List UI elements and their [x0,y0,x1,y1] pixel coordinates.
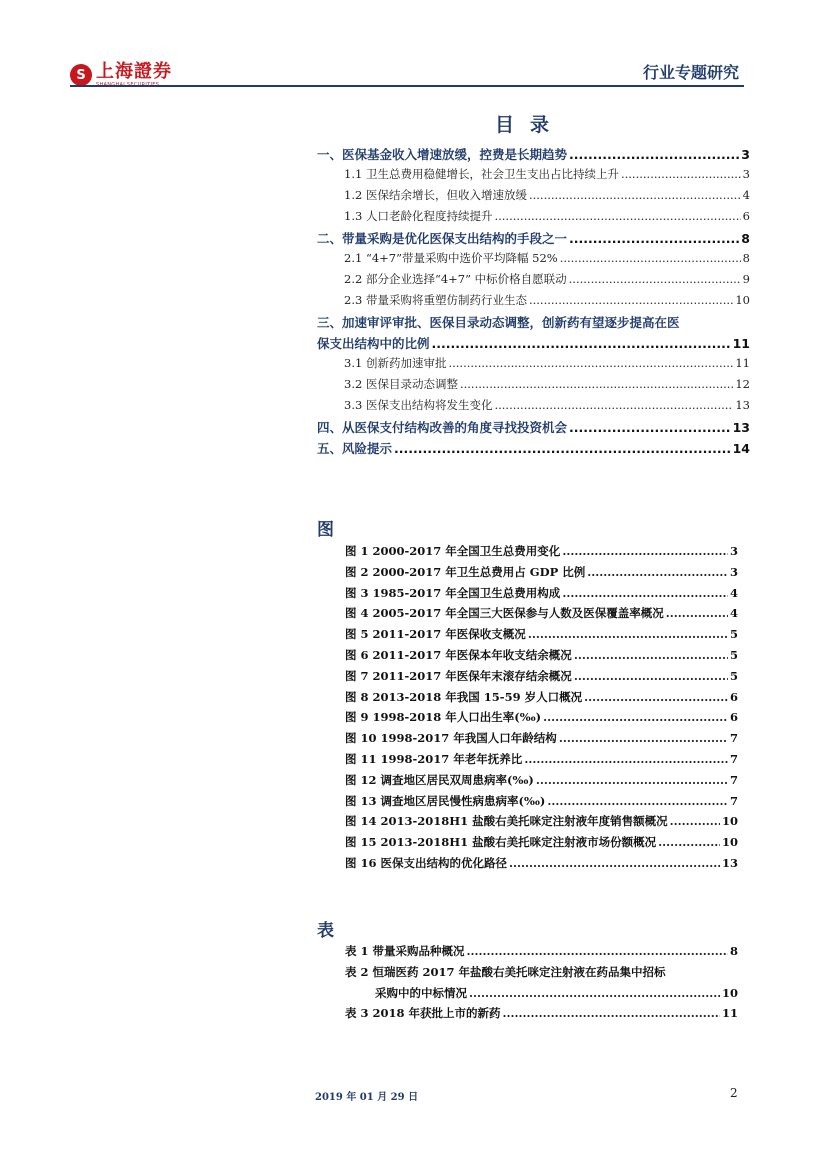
leader-dots [574,648,728,662]
toc-entry[interactable] [317,439,750,460]
toc-entry-label: 2.2 部分企业选择“4+7” 中标价格自愿联动 [344,272,567,286]
toc-entry[interactable] [317,271,750,292]
leader-dots [569,231,739,246]
toc-entry[interactable] [317,313,750,334]
figures-heading: 图 [317,520,334,540]
toc-entry-page: 11 [732,336,750,351]
table-list [345,943,738,1026]
figure-entry-label: 图 2 2000-2017 年卫生总费用占 GDP 比例 [345,564,586,579]
figure-entry-label: 图 1 2000-2017 年全国卫生总费用变化 [345,544,561,558]
leader-dots [562,544,728,558]
figure-entry-page: 10 [721,835,738,850]
table-entry-page: 8 [729,944,738,958]
toc-entry-label: 三、加速审评审批、医保目录动态调整，创新药有望逐步提高在医 [317,315,680,330]
figure-entry[interactable] [345,564,738,585]
toc-entry-page: 9 [742,272,750,286]
leader-dots [543,710,728,724]
report-type-title: 行业专题研究 [642,63,739,82]
toc-entry[interactable] [317,250,750,271]
leader-dots [569,272,741,286]
leader-dots [394,441,731,456]
figure-entry[interactable] [345,626,738,647]
leader-dots [529,293,733,307]
toc-entry[interactable] [317,187,750,208]
leader-dots [469,986,720,1000]
toc-entry-page: 13 [735,398,750,412]
figure-entry[interactable] [345,834,738,855]
leader-dots [666,606,728,620]
leader-dots [528,627,728,641]
figure-entry[interactable] [345,772,738,793]
toc-entry-label: 2.1 “4+7”带量采购中选价平均降幅 52% [344,251,558,265]
figure-entry-page: 3 [729,564,738,579]
figure-entry-page: 4 [729,585,738,600]
toc-entry-label: 一、医保基金收入增速放缓，控费是长期趋势 [317,147,568,162]
figure-entry-label: 图 15 2013-2018H1 盐酸右美托咪定注射液市场份额概况 [345,835,657,850]
figure-entry-page: 5 [729,627,738,642]
figure-entry-label: 图 9 1998-2018 年人口出生率(‰) [345,710,542,725]
figure-entry-page: 4 [729,606,738,621]
leader-dots [587,565,728,579]
figure-entry-page: 13 [721,855,738,870]
report-date: 2019 年 01 月 29 日 [315,1092,419,1103]
leader-dots [569,420,731,435]
figure-entry-label: 图 14 2013-2018H1 盐酸右美托咪定注射液年度销售额概况 [345,814,668,829]
tables-heading: 表 [317,921,334,941]
toc-entry-page: 13 [732,420,750,435]
toc-entry[interactable] [317,418,750,439]
figure-entry-page: 7 [729,772,738,787]
figure-entry-label: 图 8 2013-2018 年我国 15-59 岁人口概况 [345,689,583,704]
figure-entry-label: 图 11 1998-2017 年老年抚养比 [345,751,523,766]
leader-dots [524,752,728,766]
header-divider [70,85,744,87]
toc-entry-label: 二、带量采购是优化医保支出结构的手段之一 [317,231,568,246]
figure-entry-page: 7 [729,731,738,746]
toc-entry-page: 4 [742,188,750,202]
figure-entry[interactable] [345,709,738,730]
table-entry[interactable] [345,964,738,985]
figure-list [345,543,738,876]
toc-entry-page: 8 [742,251,750,265]
leader-dots [621,167,741,181]
figure-entry-label: 图 16 医保支出结构的优化路径 [345,855,508,870]
table-entry-label: 表 2 恒瑞医药 2017 年盐酸右美托咪定注射液在药品集中招标 [345,964,666,979]
table-entry-label: 表 3 2018 年获批上市的新药 [345,1006,501,1021]
table-entry-label: 采购中的中标情况 [375,985,467,1000]
table-entry[interactable] [345,943,738,964]
toc-entry[interactable] [317,208,750,229]
leader-dots [562,586,728,600]
figure-entry-page: 10 [721,814,738,829]
toc-entry-label: 3.1 创新药加速审批 [344,356,447,370]
leader-dots [560,251,741,265]
table-entry-page: 10 [721,985,738,1000]
toc-entry-page: 12 [735,377,750,391]
table-entry-label: 表 1 带量采购品种概况 [345,944,465,958]
figure-entry[interactable] [345,793,738,814]
toc-entry-page: 8 [741,231,750,246]
figure-entry[interactable] [345,855,738,876]
toc-entry-page: 10 [735,293,750,307]
leader-dots [467,944,728,958]
toc-entry-label: 四、从医保支付结构改善的角度寻找投资机会 [317,420,568,435]
figure-entry[interactable] [345,689,738,710]
toc-entry[interactable] [317,397,750,418]
leader-dots [529,188,741,202]
toc-title: 目录 [494,114,565,136]
toc-entry-page: 14 [732,441,750,456]
figure-entry[interactable] [345,543,738,564]
toc-entry-continuation[interactable] [317,334,750,355]
toc-entry-label: 1.3 人口老龄化程度持续提升 [344,209,493,223]
leader-dots [574,669,728,683]
toc-entry-label: 五、风险提示 [317,441,393,456]
table-of-contents [317,145,750,460]
figure-entry-page: 6 [729,689,738,704]
logo-chinese-name: 上海證券 [96,61,172,82]
leader-dots [536,773,728,787]
leader-dots [670,814,720,828]
toc-entry[interactable] [317,145,750,166]
leader-dots [509,856,720,870]
toc-entry-label: 保支出结构中的比例 [317,336,430,351]
figure-entry[interactable] [345,605,738,626]
leader-dots [569,147,739,162]
figure-entry[interactable] [345,751,738,772]
leader-dots [658,835,720,849]
page-number: 2 [730,1086,738,1100]
figure-entry[interactable] [345,585,738,606]
figure-entry[interactable] [345,647,738,668]
figure-entry[interactable] [345,668,738,689]
figure-entry[interactable] [345,813,738,834]
leader-dots [584,690,728,704]
figure-entry-label: 图 13 调查地区居民慢性病患病率(‰) [345,793,546,808]
toc-entry-label: 3.2 医保目录动态调整 [344,377,458,391]
figure-entry-page: 7 [729,751,738,766]
toc-entry[interactable] [317,229,750,250]
toc-entry[interactable] [317,355,750,376]
figure-entry-page: 7 [729,793,738,808]
toc-entry-page: 3 [741,147,750,162]
figure-entry-page: 5 [729,647,738,662]
figure-entry-page: 3 [729,544,738,558]
figure-entry-label: 图 12 调查地区居民双周患病率(‰) [345,772,534,787]
leader-dots [460,377,733,391]
table-entry-page: 11 [721,1006,738,1021]
toc-entry-page: 3 [742,167,750,181]
leader-dots [547,794,728,808]
toc-entry-page: 6 [742,209,750,223]
leader-dots [448,356,733,370]
leader-dots [559,731,728,745]
figure-entry-label: 图 10 1998-2017 年我国人口年龄结构 [345,731,557,746]
logo-mark-icon: S [70,64,92,86]
figure-entry-label: 图 5 2011-2017 年医保收支概况 [345,627,526,642]
leader-dots [494,398,733,412]
toc-entry[interactable] [317,166,750,187]
figure-entry-page: 5 [729,668,738,683]
table-entry[interactable] [345,1005,738,1026]
toc-entry[interactable] [317,376,750,397]
toc-entry-page: 11 [735,356,750,370]
toc-entry-label: 2.3 带量采购将重塑仿制药行业生态 [344,293,527,307]
figure-entry-label: 图 3 1985-2017 年全国卫生总费用构成 [345,585,561,600]
leader-dots [432,336,731,351]
leader-dots [494,209,740,223]
toc-entry-label: 1.2 医保结余增长，但收入增速放缓 [344,188,527,202]
toc-entry-label: 1.1 卫生总费用稳健增长，社会卫生支出占比持续上升 [344,167,619,181]
toc-entry-label: 3.3 医保支出结构将发生变化 [344,398,493,412]
toc-entry[interactable] [317,292,750,313]
figure-entry[interactable] [345,730,738,751]
figure-entry-label: 图 7 2011-2017 年医保年末滚存结余概况 [345,668,572,683]
figure-entry-label: 图 4 2005-2017 年全国三大医保参与人数及医保覆盖率概况 [345,606,664,621]
table-entry-continuation[interactable] [345,985,738,1006]
figure-entry-label: 图 6 2011-2017 年医保本年收支结余概况 [345,647,572,662]
leader-dots [503,1006,720,1020]
figure-entry-page: 6 [729,710,738,725]
